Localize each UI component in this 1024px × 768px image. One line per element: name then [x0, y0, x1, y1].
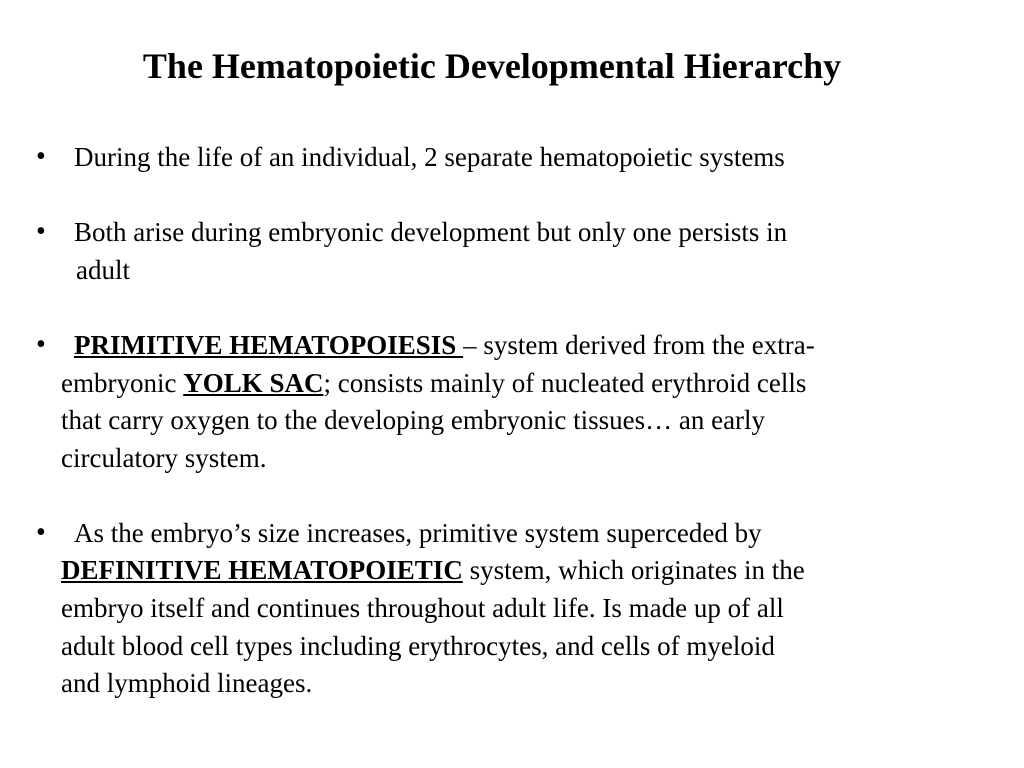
slide-title: The Hematopoietic Developmental Hierarchy	[142, 46, 842, 86]
text-run: – system derived from the extra-	[463, 330, 815, 360]
bullet-line	[74, 326, 815, 364]
bullet-line	[61, 589, 784, 627]
yolk-sac-term: YOLK SAC	[183, 368, 324, 398]
text-run: As the embryo’s size increases, primitive system superceded by	[74, 518, 762, 548]
bullet-line	[61, 401, 765, 439]
bullet-line	[74, 213, 787, 251]
definitive-hematopoietic-term: DEFINITIVE HEMATOPOIETIC	[61, 555, 463, 585]
bullet-line	[61, 664, 312, 702]
text-run: that carry oxygen to the developing embryonic tissues… an early	[61, 405, 766, 435]
text-run: Both arise during embryonic development but only one persists in	[74, 217, 788, 247]
text-run: adult blood cell types including erythrocytes, and cells of myeloid	[61, 631, 775, 661]
bullet-line	[61, 439, 266, 477]
bullet-marker: •	[36, 517, 46, 548]
bullet-marker: •	[36, 141, 46, 172]
bullet-line	[76, 251, 130, 289]
bullet-line	[74, 514, 762, 552]
text-run: and lymphoid lineages.	[61, 668, 313, 698]
text-run: embryo itself and continues throughout adult life. Is made up of all	[61, 593, 784, 623]
text-run: adult	[76, 255, 130, 285]
text-run: circulatory system.	[61, 443, 267, 473]
text-run: ; consists mainly of nucleated erythroid cells	[323, 368, 807, 398]
bullet-line	[61, 364, 806, 402]
bullet-line	[74, 138, 785, 176]
bullet-marker: •	[36, 216, 46, 247]
bullet-line	[61, 551, 805, 589]
bullet-marker: •	[36, 329, 46, 360]
text-run: During the life of an individual, 2 separate hematopoietic systems	[74, 142, 785, 172]
text-run: system, which originates in the	[462, 555, 805, 585]
primitive-hematopoiesis-term: PRIMITIVE HEMATOPOIESIS	[74, 330, 464, 360]
bullet-line	[61, 627, 775, 665]
text-run: embryonic	[61, 368, 184, 398]
